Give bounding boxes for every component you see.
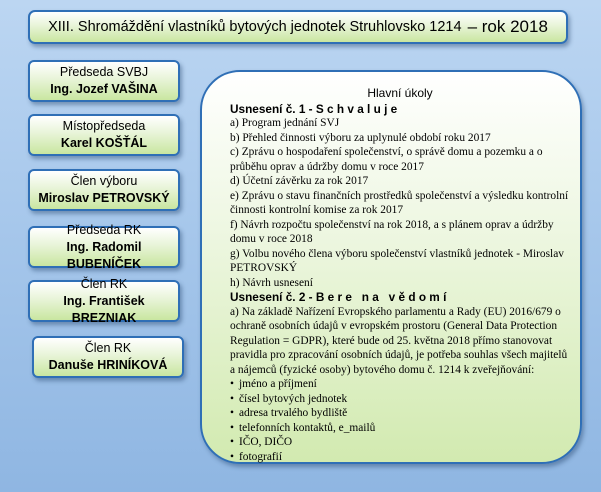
person-role: Místopředseda: [62, 119, 146, 133]
resolution-1-item: e) Zprávu o stavu finančních prostředků společenství a výsledku kontrolní činnosti kontrolní komise za rok 2017: [230, 189, 569, 216]
person-card-audit-chairman: [28, 222, 180, 271]
person-name: Karel KOŠŤÁL: [60, 136, 148, 150]
resolution-2-heading: Usnesení č. 2 - B e r e n a v ě d o m í: [230, 290, 447, 304]
resolution-1-item: a) Program jednání SVJ: [230, 117, 340, 129]
person-name: Miroslav PETROVSKÝ: [38, 191, 170, 205]
resolution-1-item: d) Účetní závěrku za rok 2017: [230, 175, 369, 187]
resolution-2-text: a) Na základě Nařízení Evropského parlamentu a Rady (EU) 2016/679 o ochraně osobních údajů v evropském prostoru (General Data Protection Regulation = GDPR), které bude od 25. května 2018 přímo stanovovat pravidla pro zpracování osobních údajů, je potřeba souhlas všech majitelů a nájemců (fyzické osoby) bytového domu č. 1214 k zveřejňování:: [230, 305, 568, 376]
person-card-audit-member-1: [28, 276, 180, 325]
person-name: Ing. Radomil BUBENÍČEK: [66, 239, 142, 271]
list-item: • fotografií: [230, 450, 570, 465]
person-card-board-member: [28, 169, 180, 211]
main-tasks-panel: [200, 70, 582, 464]
title-banner: [28, 10, 568, 44]
person-card-chairman: [28, 60, 180, 102]
person-role: Člen RK: [80, 276, 128, 291]
resolution-1-heading: Usnesení č. 1 - S c h v a l u j e: [230, 101, 398, 116]
person-role: Předseda SVBJ: [59, 65, 149, 79]
person-role: Předseda RK: [66, 222, 142, 237]
consent-list: [230, 377, 570, 464]
list-item: • jméno a příjmení: [230, 377, 570, 392]
resolution-1-item: b) Přehled činnosti výboru za uplynulé období roku 2017: [230, 131, 491, 144]
person-role: Člen výboru: [70, 174, 138, 188]
list-item: • adresa trvalého bydliště: [230, 406, 570, 421]
person-name: Danuše HRINÍKOVÁ: [48, 358, 168, 372]
person-card-vice-chairman: [28, 114, 180, 156]
list-item: • čísel bytových jednotek: [230, 392, 570, 407]
main-tasks-title: Hlavní úkoly: [367, 86, 433, 100]
person-card-audit-member-2: [32, 336, 184, 378]
resolution-1-item: c) Zprávu o hospodaření společenství, o správě domu a pozemku a o průběhu oprav a údržby domu v roce 2017: [230, 146, 543, 173]
title-year: – rok 2018: [467, 17, 548, 36]
list-item: • telefonních kontaktů, e_mailů: [230, 421, 570, 436]
resolution-1-item: f) Návrh rozpočtu společenství na rok 2018, a s plánem oprav a údržby domu v roce 2018: [230, 218, 554, 245]
person-role: Člen RK: [84, 341, 132, 355]
list-item: • IČO, DIČO: [230, 435, 570, 450]
resolution-1-item: g) Volbu nového člena výboru společenství vlastníků jednotek - Miroslav PETROVSKÝ: [230, 247, 564, 274]
person-name: Ing. František BREZNIAK: [63, 293, 145, 325]
title-text: XIII. Shromáždění vlastníků bytových jednotek Struhlovsko 1214: [48, 19, 462, 35]
resolution-1-item: h) Návrh usnesení: [230, 276, 313, 289]
person-name: Ing. Jozef VAŠINA: [50, 82, 158, 96]
